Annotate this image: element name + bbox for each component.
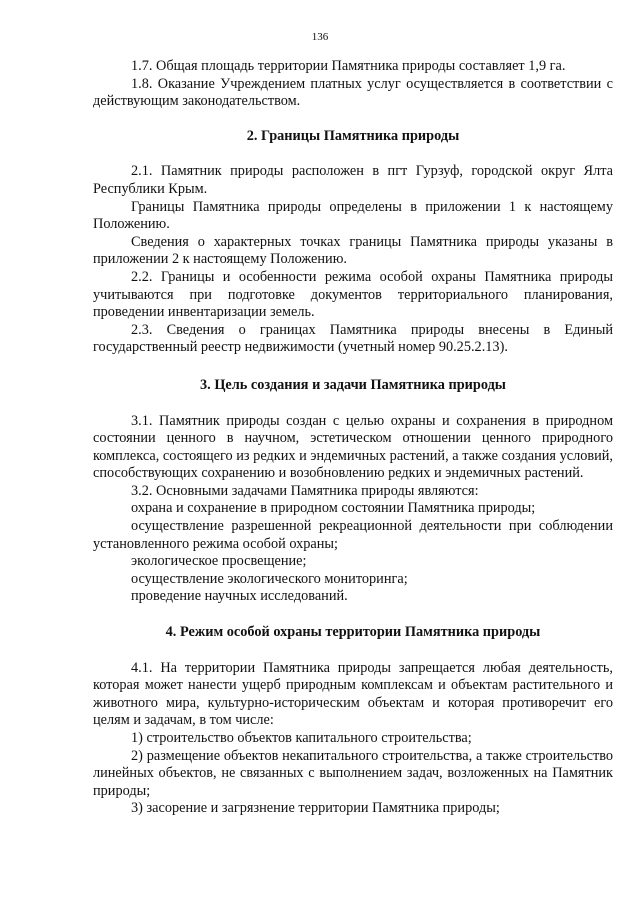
paragraph-boundary-points-appendix-2: Сведения о характерных точках границы Памятника природы указаны в приложении 2 к настоящему Положению.: [93, 233, 613, 268]
paragraph-3-1: 3.1. Памятник природы создан с целью охраны и сохранения в природном состоянии ценного в научном, эстетическом отношении ценного природного комплекса, состоящего из редких и эндемичных растений, а также создания условий, способствующих сохранению и возобновлению редких и эндемичных растений.: [93, 412, 613, 482]
paragraph-1-7: 1.7. Общая площадь территории Памятника природы составляет 1,9 га.: [131, 58, 566, 74]
section-heading-2: 2. Границы Памятника природы: [246, 127, 460, 144]
task-item-research: проведение научных исследований.: [131, 588, 348, 605]
paragraph-3-2: 3.2. Основными задачами Памятника природы являются:: [131, 482, 479, 499]
task-item-education: экологическое просвещение;: [131, 553, 307, 570]
paragraph-4-1: 4.1. На территории Памятника природы запрещается любая деятельность, которая может нанести ущерб природным комплексам и объектам растительного и животного мира, культурно-историческим объектам и которая противоречит его целям и задачам, в том числе:: [93, 659, 613, 729]
paragraph-2-3: 2.3. Сведения о границах Памятника природы внесены в Единый государственный реестр недвижимости (учетный номер 90.25.2.13).: [93, 321, 613, 356]
prohibition-item-3: 3) засорение и загрязнение территории Памятника природы;: [131, 800, 500, 817]
prohibition-item-1: 1) строительство объектов капитального строительства;: [131, 730, 472, 746]
paragraph-1-8: 1.8. Оказание Учреждением платных услуг осуществляется в соответствии с действующим законодательством.: [93, 75, 613, 110]
section-heading-4: 4. Режим особой охраны территории Памятника природы: [165, 624, 541, 641]
task-item-monitoring: осуществление экологического мониторинга;: [131, 570, 408, 587]
page-number: 136: [311, 31, 329, 43]
document-body: [93, 58, 613, 818]
prohibition-item-2: 2) размещение объектов некапитального строительства, а также строительство линейных объектов, не связанных с выполнением задач, возложенных на Памятник природы;: [93, 747, 613, 799]
paragraph-boundaries-appendix-1: Границы Памятника природы определены в приложении 1 к настоящему Положению.: [93, 198, 613, 233]
task-item-recreation: осуществление разрешенной рекреационной деятельности при соблюдении установленного режима особой охраны;: [93, 518, 613, 552]
paragraph-2-1: 2.1. Памятник природы расположен в пгт Гурзуф, городской округ Ялта Республики Крым.: [93, 163, 613, 197]
section-heading-3: 3. Цель создания и задачи Памятника природы: [200, 376, 506, 393]
task-item-protection: охрана и сохранение в природном состоянии Памятника природы;: [131, 500, 536, 517]
paragraph-2-2: 2.2. Границы и особенности режима особой охраны Памятника природы учитываются при подготовке документов территориального планирования, проведении инвентаризации земель.: [93, 268, 613, 321]
